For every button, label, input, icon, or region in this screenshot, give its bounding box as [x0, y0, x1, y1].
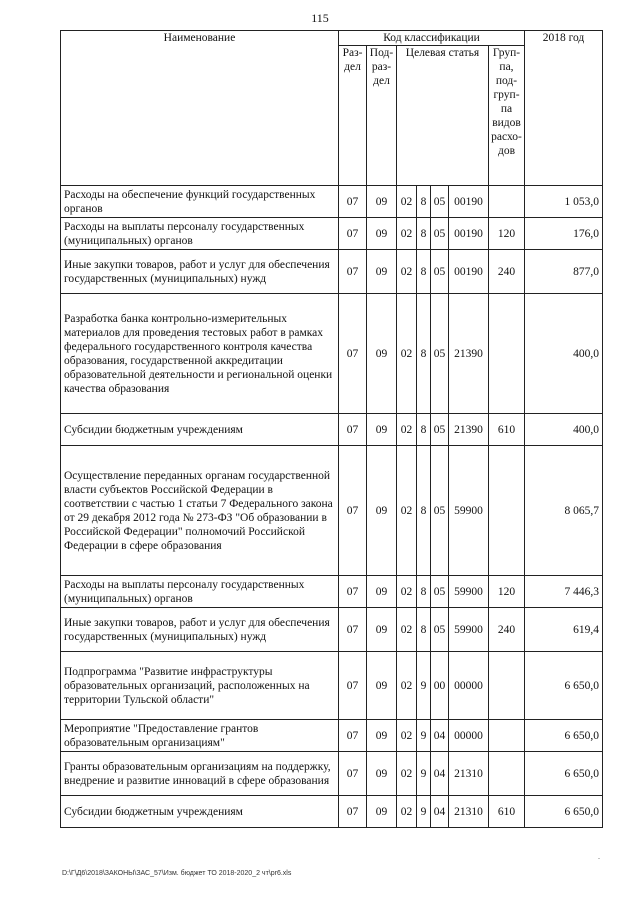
row-target-subprogram: 9: [417, 652, 431, 720]
row-target-direction: 21390: [449, 414, 489, 446]
row-name: Мероприятие "Предоставление грантов образовательным организациям": [61, 720, 339, 752]
row-subsection: 09: [367, 752, 397, 796]
row-expense-type: 240: [489, 608, 525, 652]
row-name: Субсидии бюджетным учреждениям: [61, 796, 339, 828]
row-section: 07: [339, 652, 367, 720]
row-subsection: 09: [367, 218, 397, 250]
table-row: [61, 652, 603, 720]
row-target-program: 02: [397, 796, 417, 828]
row-name: Субсидии бюджетным учреждениям: [61, 414, 339, 446]
row-target-program: 02: [397, 652, 417, 720]
row-name: Подпрограмма "Развитие инфраструктуры образовательных организаций, расположенных на территории Тульской области": [61, 652, 339, 720]
row-target-program: 02: [397, 720, 417, 752]
row-amount-2018: 1 053,0: [525, 186, 603, 218]
row-target-direction: 00190: [449, 218, 489, 250]
header-section: Раз-дел: [339, 46, 367, 186]
table-row: [61, 446, 603, 576]
row-name: Иные закупки товаров, работ и услуг для обеспечения государственных (муниципальных) нужд: [61, 250, 339, 294]
row-target-program: 02: [397, 608, 417, 652]
row-target-event: 04: [431, 752, 449, 796]
row-subsection: 09: [367, 186, 397, 218]
row-target-program: 02: [397, 414, 417, 446]
row-target-program: 02: [397, 446, 417, 576]
row-target-event: 05: [431, 186, 449, 218]
row-expense-type: [489, 752, 525, 796]
header-year: 2018 год: [525, 31, 603, 186]
footer-file-path: D:\Г\Д6\2018\ЗАКОНЫ\ЗАС_57\Изм. бюджет ТО 2018-2020_2 чт\pr6.xls: [62, 870, 292, 877]
header-target-article: Целевая статья: [397, 46, 489, 186]
table-row: [61, 752, 603, 796]
row-subsection: 09: [367, 796, 397, 828]
row-target-direction: 00190: [449, 186, 489, 218]
row-expense-type: 610: [489, 796, 525, 828]
row-amount-2018: 6 650,0: [525, 652, 603, 720]
row-name: Гранты образовательным организациям на поддержку, внедрение и развитие инноваций в сфере образования: [61, 752, 339, 796]
row-target-direction: 21310: [449, 752, 489, 796]
row-target-program: 02: [397, 218, 417, 250]
row-name: Разработка банка контрольно-измерительных материалов для проведения тестовых работ в рамках федерального государственного контроля качества образования, государственной аккредитации образовательной деятельности и региональной оценки качества образования: [61, 294, 339, 414]
row-target-event: 05: [431, 608, 449, 652]
row-target-event: 05: [431, 250, 449, 294]
row-target-event: 04: [431, 796, 449, 828]
row-expense-type: [489, 652, 525, 720]
table-row: [61, 186, 603, 218]
row-amount-2018: 6 650,0: [525, 720, 603, 752]
row-subsection: 09: [367, 720, 397, 752]
row-target-subprogram: 8: [417, 218, 431, 250]
table-row: [61, 250, 603, 294]
row-section: 07: [339, 796, 367, 828]
header-name: Наименование: [61, 31, 339, 186]
row-target-direction: 21390: [449, 294, 489, 414]
row-name: Иные закупки товаров, работ и услуг для обеспечения государственных (муниципальных) нужд: [61, 608, 339, 652]
row-target-direction: 59900: [449, 576, 489, 608]
row-subsection: 09: [367, 576, 397, 608]
row-subsection: 09: [367, 414, 397, 446]
row-expense-type: 120: [489, 218, 525, 250]
table-row: [61, 720, 603, 752]
row-amount-2018: 400,0: [525, 294, 603, 414]
header-subsection: Под-раз-дел: [367, 46, 397, 186]
table-row: [61, 796, 603, 828]
row-expense-type: [489, 720, 525, 752]
row-target-program: 02: [397, 294, 417, 414]
row-expense-type: 120: [489, 576, 525, 608]
row-name: Расходы на выплаты персоналу государственных (муниципальных) органов: [61, 218, 339, 250]
row-target-direction: 59900: [449, 608, 489, 652]
scan-mark: .: [598, 852, 600, 861]
table-header: [61, 31, 603, 186]
row-section: 07: [339, 186, 367, 218]
row-target-event: 05: [431, 414, 449, 446]
row-amount-2018: 877,0: [525, 250, 603, 294]
row-amount-2018: 7 446,3: [525, 576, 603, 608]
row-target-subprogram: 8: [417, 414, 431, 446]
row-expense-type: [489, 446, 525, 576]
row-expense-type: [489, 294, 525, 414]
row-expense-type: 610: [489, 414, 525, 446]
row-section: 07: [339, 446, 367, 576]
row-subsection: 09: [367, 446, 397, 576]
row-target-event: 00: [431, 652, 449, 720]
row-target-subprogram: 9: [417, 720, 431, 752]
row-target-event: 05: [431, 218, 449, 250]
row-target-subprogram: 8: [417, 446, 431, 576]
row-subsection: 09: [367, 250, 397, 294]
header-expense-group: Груп-па, под-груп-па видов расхо-дов: [489, 46, 525, 186]
row-section: 07: [339, 752, 367, 796]
row-target-program: 02: [397, 250, 417, 294]
row-section: 07: [339, 720, 367, 752]
row-target-event: 05: [431, 294, 449, 414]
row-name: Расходы на обеспечение функций государственных органов: [61, 186, 339, 218]
row-name: Расходы на выплаты персоналу государственных (муниципальных) органов: [61, 576, 339, 608]
row-target-program: 02: [397, 186, 417, 218]
table-row: [61, 218, 603, 250]
row-target-subprogram: 8: [417, 608, 431, 652]
row-section: 07: [339, 608, 367, 652]
row-name: Осуществление переданных органам государственной власти субъектов Российской Федерации в соответствии с частью 1 статьи 7 Федерального закона от 29 декабря 2012 года № 273-ФЗ "Об образовании в Российской Федерации" полномочий Российской Федерации в сфере образования: [61, 446, 339, 576]
row-target-event: 05: [431, 446, 449, 576]
header-code-group: Код классификации: [339, 31, 525, 46]
row-target-event: 04: [431, 720, 449, 752]
table-body: [61, 186, 603, 828]
row-target-direction: 21310: [449, 796, 489, 828]
row-section: 07: [339, 250, 367, 294]
row-amount-2018: 6 650,0: [525, 752, 603, 796]
table-row: [61, 414, 603, 446]
row-target-event: 05: [431, 576, 449, 608]
row-section: 07: [339, 576, 367, 608]
row-target-direction: 00000: [449, 652, 489, 720]
row-expense-type: 240: [489, 250, 525, 294]
row-subsection: 09: [367, 608, 397, 652]
row-target-subprogram: 8: [417, 250, 431, 294]
row-target-subprogram: 8: [417, 186, 431, 218]
row-amount-2018: 176,0: [525, 218, 603, 250]
row-amount-2018: 8 065,7: [525, 446, 603, 576]
table-row: [61, 608, 603, 652]
row-amount-2018: 400,0: [525, 414, 603, 446]
row-section: 07: [339, 294, 367, 414]
row-target-subprogram: 8: [417, 576, 431, 608]
row-target-direction: 59900: [449, 446, 489, 576]
table-row: [61, 576, 603, 608]
budget-table: [60, 30, 603, 828]
row-target-subprogram: 8: [417, 294, 431, 414]
row-amount-2018: 6 650,0: [525, 796, 603, 828]
table-row: [61, 294, 603, 414]
row-section: 07: [339, 218, 367, 250]
row-expense-type: [489, 186, 525, 218]
row-section: 07: [339, 414, 367, 446]
row-subsection: 09: [367, 652, 397, 720]
row-target-direction: 00190: [449, 250, 489, 294]
row-subsection: 09: [367, 294, 397, 414]
row-amount-2018: 619,4: [525, 608, 603, 652]
row-target-direction: 00000: [449, 720, 489, 752]
row-target-program: 02: [397, 752, 417, 796]
row-target-subprogram: 9: [417, 752, 431, 796]
page-number: 115: [311, 11, 329, 25]
row-target-program: 02: [397, 576, 417, 608]
row-target-subprogram: 9: [417, 796, 431, 828]
